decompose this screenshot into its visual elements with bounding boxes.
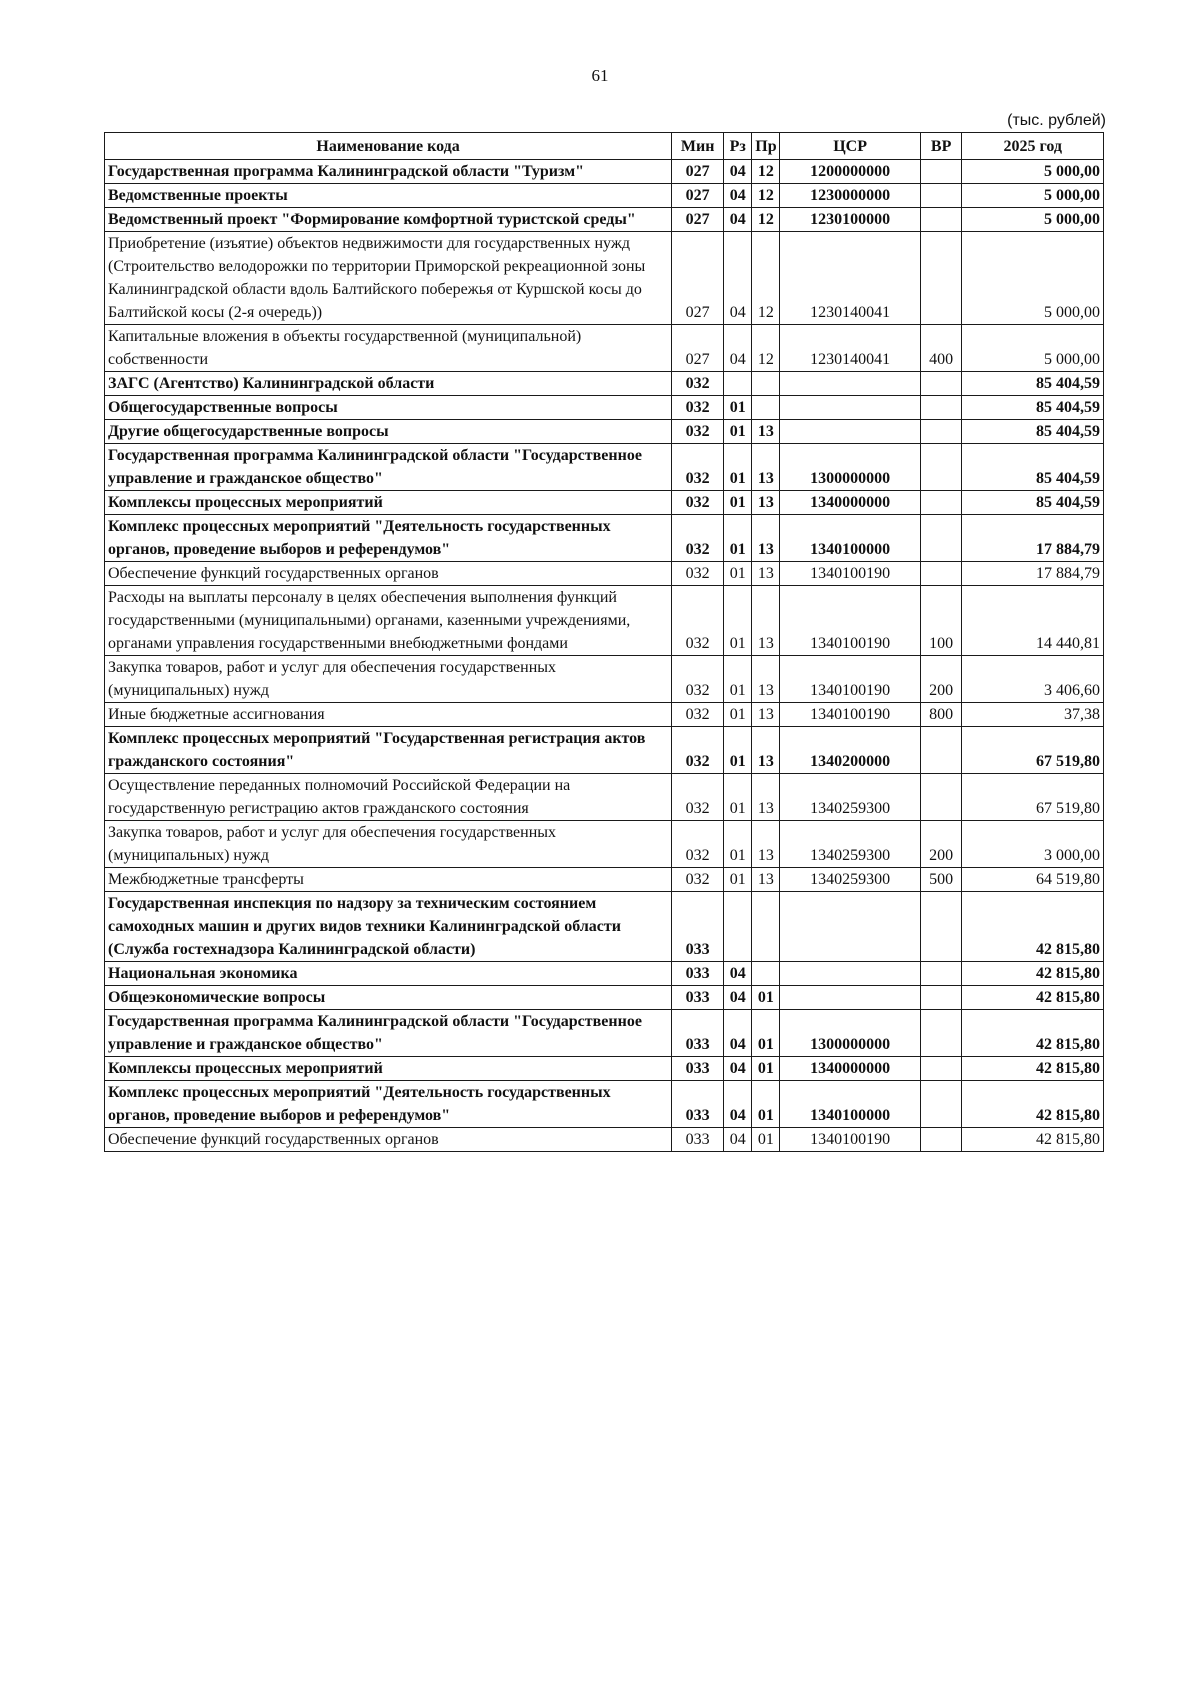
cell-rz: 04: [724, 232, 752, 325]
cell-min: 032: [672, 774, 724, 821]
cell-pr: 13: [752, 821, 780, 868]
cell-pr: 12: [752, 325, 780, 372]
cell-min: 032: [672, 868, 724, 892]
header-pr: Пр: [752, 133, 780, 160]
cell-min: 033: [672, 986, 724, 1010]
cell-min: 032: [672, 656, 724, 703]
cell-vr: [920, 420, 962, 444]
table-row: [105, 396, 1104, 420]
cell-min: 033: [672, 892, 724, 962]
cell-csr: [780, 420, 920, 444]
cell-pr: 13: [752, 420, 780, 444]
cell-pr: 13: [752, 444, 780, 491]
table-row: [105, 656, 1104, 703]
cell-amount: 14 440,81: [962, 586, 1104, 656]
cell-min: 033: [672, 1128, 724, 1152]
table-row: [105, 1128, 1104, 1152]
cell-name: ЗАГС (Агентство) Калининградской области: [105, 372, 672, 396]
cell-pr: 01: [752, 986, 780, 1010]
cell-name: Обеспечение функций государственных органов: [105, 1128, 672, 1152]
cell-rz: 01: [724, 656, 752, 703]
cell-amount: 17 884,79: [962, 562, 1104, 586]
page-number: 61: [591, 66, 609, 85]
cell-vr: [920, 986, 962, 1010]
cell-csr: [780, 396, 920, 420]
cell-csr: 1230140041: [780, 232, 920, 325]
cell-csr: 1340000000: [780, 1057, 920, 1081]
table-row: [105, 892, 1104, 962]
cell-amount: 67 519,80: [962, 727, 1104, 774]
cell-name: Иные бюджетные ассигнования: [105, 703, 672, 727]
cell-min: 033: [672, 962, 724, 986]
cell-pr: 12: [752, 232, 780, 325]
table-row: [105, 986, 1104, 1010]
cell-vr: 800: [920, 703, 962, 727]
cell-vr: [920, 491, 962, 515]
cell-name: Общегосударственные вопросы: [105, 396, 672, 420]
cell-pr: 13: [752, 868, 780, 892]
cell-pr: 01: [752, 1010, 780, 1057]
cell-name: Общеэкономические вопросы: [105, 986, 672, 1010]
cell-pr: [752, 372, 780, 396]
cell-pr: 13: [752, 491, 780, 515]
cell-name: Другие общегосударственные вопросы: [105, 420, 672, 444]
header-name: Наименование кода: [105, 133, 672, 160]
cell-csr: 1340100000: [780, 515, 920, 562]
cell-pr: 12: [752, 184, 780, 208]
cell-name: Обеспечение функций государственных органов: [105, 562, 672, 586]
cell-pr: [752, 962, 780, 986]
table-row: [105, 420, 1104, 444]
table-row: [105, 184, 1104, 208]
cell-amount: 42 815,80: [962, 1128, 1104, 1152]
cell-min: 032: [672, 396, 724, 420]
cell-vr: [920, 562, 962, 586]
cell-amount: 85 404,59: [962, 444, 1104, 491]
cell-vr: [920, 774, 962, 821]
cell-rz: 01: [724, 774, 752, 821]
cell-csr: 1230100000: [780, 208, 920, 232]
cell-rz: 04: [724, 1010, 752, 1057]
cell-amount: 5 000,00: [962, 208, 1104, 232]
table-row: [105, 774, 1104, 821]
cell-name: Государственная программа Калининградской области "Туризм": [105, 160, 672, 184]
cell-rz: 01: [724, 420, 752, 444]
cell-vr: [920, 396, 962, 420]
cell-name: Капитальные вложения в объекты государственной (муниципальной) собственности: [105, 325, 672, 372]
table-row: [105, 586, 1104, 656]
cell-name: Закупка товаров, работ и услуг для обеспечения государственных (муниципальных) нужд: [105, 821, 672, 868]
table-row: [105, 1081, 1104, 1128]
cell-min: 032: [672, 703, 724, 727]
cell-rz: 01: [724, 727, 752, 774]
cell-csr: 1230000000: [780, 184, 920, 208]
cell-rz: 04: [724, 1128, 752, 1152]
cell-rz: 01: [724, 562, 752, 586]
cell-pr: 13: [752, 586, 780, 656]
cell-csr: 1340259300: [780, 868, 920, 892]
cell-csr: 1340259300: [780, 821, 920, 868]
cell-min: 027: [672, 184, 724, 208]
cell-min: 032: [672, 515, 724, 562]
cell-amount: 42 815,80: [962, 1010, 1104, 1057]
cell-csr: 1340100190: [780, 656, 920, 703]
cell-rz: 04: [724, 962, 752, 986]
cell-min: 027: [672, 325, 724, 372]
table-row: [105, 1057, 1104, 1081]
cell-min: 032: [672, 727, 724, 774]
cell-name: Национальная экономика: [105, 962, 672, 986]
cell-rz: 01: [724, 868, 752, 892]
table-row: [105, 325, 1104, 372]
cell-amount: 5 000,00: [962, 184, 1104, 208]
cell-pr: 13: [752, 562, 780, 586]
table-row: [105, 515, 1104, 562]
cell-amount: 42 815,80: [962, 1057, 1104, 1081]
table-header-row: [105, 133, 1104, 160]
cell-name: Закупка товаров, работ и услуг для обеспечения государственных (муниципальных) нужд: [105, 656, 672, 703]
cell-name: Комплекс процессных мероприятий "Деятельность государственных органов, проведение выборов и референдумов": [105, 515, 672, 562]
cell-name: Комплексы процессных мероприятий: [105, 491, 672, 515]
cell-vr: [920, 1128, 962, 1152]
table-row: [105, 962, 1104, 986]
cell-csr: 1340259300: [780, 774, 920, 821]
cell-min: 033: [672, 1057, 724, 1081]
cell-csr: 1340000000: [780, 491, 920, 515]
header-min: Мин: [672, 133, 724, 160]
table-row: [105, 372, 1104, 396]
cell-csr: 1300000000: [780, 444, 920, 491]
cell-amount: 3 000,00: [962, 821, 1104, 868]
header-rz: Рз: [724, 133, 752, 160]
cell-pr: [752, 892, 780, 962]
cell-min: 027: [672, 160, 724, 184]
cell-csr: 1340200000: [780, 727, 920, 774]
cell-vr: [920, 444, 962, 491]
cell-amount: 67 519,80: [962, 774, 1104, 821]
cell-amount: 85 404,59: [962, 372, 1104, 396]
cell-pr: 13: [752, 515, 780, 562]
cell-min: 032: [672, 372, 724, 396]
table-row: [105, 821, 1104, 868]
cell-name: Государственная программа Калининградской области "Государственное управление и гражданское общество": [105, 444, 672, 491]
cell-amount: 17 884,79: [962, 515, 1104, 562]
cell-pr: 01: [752, 1081, 780, 1128]
cell-rz: [724, 892, 752, 962]
cell-vr: [920, 1010, 962, 1057]
cell-vr: [920, 962, 962, 986]
cell-pr: 13: [752, 727, 780, 774]
cell-amount: 64 519,80: [962, 868, 1104, 892]
cell-rz: 01: [724, 821, 752, 868]
table-row: [105, 491, 1104, 515]
table-row: [105, 232, 1104, 325]
cell-rz: 04: [724, 325, 752, 372]
cell-rz: 04: [724, 1081, 752, 1128]
cell-csr: 1200000000: [780, 160, 920, 184]
cell-min: 033: [672, 1081, 724, 1128]
cell-name: Комплекс процессных мероприятий "Деятельность государственных органов, проведение выборов и референдумов": [105, 1081, 672, 1128]
cell-min: 032: [672, 491, 724, 515]
cell-csr: 1340100000: [780, 1081, 920, 1128]
cell-pr: [752, 396, 780, 420]
cell-csr: 1340100190: [780, 562, 920, 586]
cell-pr: 12: [752, 208, 780, 232]
table-row: [105, 868, 1104, 892]
cell-csr: [780, 372, 920, 396]
cell-name: Государственная программа Калининградской области "Государственное управление и гражданское общество": [105, 1010, 672, 1057]
cell-rz: 01: [724, 491, 752, 515]
cell-rz: 04: [724, 1057, 752, 1081]
cell-min: 032: [672, 444, 724, 491]
cell-amount: 85 404,59: [962, 396, 1104, 420]
cell-csr: 1340100190: [780, 703, 920, 727]
cell-vr: [920, 232, 962, 325]
cell-amount: 42 815,80: [962, 962, 1104, 986]
cell-amount: 37,38: [962, 703, 1104, 727]
budget-table: [104, 132, 1104, 1152]
table-row: [105, 727, 1104, 774]
cell-name: Расходы на выплаты персоналу в целях обеспечения выполнения функций государственными (муниципальными) органами, казенными учреждениями, органами управления государственными внебюджетными фондами: [105, 586, 672, 656]
cell-pr: 01: [752, 1128, 780, 1152]
cell-csr: 1340100190: [780, 1128, 920, 1152]
table-row: [105, 208, 1104, 232]
cell-rz: [724, 372, 752, 396]
cell-name: Осуществление переданных полномочий Российской Федерации на государственную регистрацию актов гражданского состояния: [105, 774, 672, 821]
header-year: 2025 год: [962, 133, 1104, 160]
cell-min: 027: [672, 208, 724, 232]
cell-pr: 01: [752, 1057, 780, 1081]
cell-min: 032: [672, 586, 724, 656]
cell-amount: 85 404,59: [962, 491, 1104, 515]
cell-rz: 04: [724, 986, 752, 1010]
cell-amount: 42 815,80: [962, 892, 1104, 962]
cell-rz: 01: [724, 586, 752, 656]
cell-rz: 04: [724, 208, 752, 232]
cell-vr: [920, 1081, 962, 1128]
table-row: [105, 562, 1104, 586]
cell-csr: [780, 892, 920, 962]
table-row: [105, 160, 1104, 184]
cell-amount: 5 000,00: [962, 160, 1104, 184]
cell-csr: 1230140041: [780, 325, 920, 372]
cell-rz: 01: [724, 444, 752, 491]
cell-vr: [920, 1057, 962, 1081]
cell-min: 032: [672, 420, 724, 444]
cell-amount: 42 815,80: [962, 986, 1104, 1010]
table-row: [105, 703, 1104, 727]
cell-amount: 3 406,60: [962, 656, 1104, 703]
cell-rz: 01: [724, 515, 752, 562]
cell-min: 032: [672, 821, 724, 868]
cell-rz: 04: [724, 184, 752, 208]
cell-name: Приобретение (изъятие) объектов недвижимости для государственных нужд (Строительство велодорожки по территории Приморской рекреационной зоны Калининградской области вдоль Балтийского побережья от Куршской косы до Балтийской косы (2-я очередь)): [105, 232, 672, 325]
cell-pr: 13: [752, 656, 780, 703]
cell-vr: 200: [920, 821, 962, 868]
table-row: [105, 444, 1104, 491]
cell-vr: [920, 160, 962, 184]
cell-min: 032: [672, 562, 724, 586]
cell-name: Межбюджетные трансферты: [105, 868, 672, 892]
cell-name: Комплекс процессных мероприятий "Государственная регистрация актов гражданского состояния": [105, 727, 672, 774]
cell-rz: 01: [724, 703, 752, 727]
cell-name: Ведомственные проекты: [105, 184, 672, 208]
units-label: (тыс. рублей): [1007, 112, 1106, 129]
cell-vr: 500: [920, 868, 962, 892]
cell-csr: [780, 986, 920, 1010]
cell-csr: [780, 962, 920, 986]
cell-amount: 5 000,00: [962, 232, 1104, 325]
cell-name: Ведомственный проект "Формирование комфортной туристской среды": [105, 208, 672, 232]
cell-amount: 85 404,59: [962, 420, 1104, 444]
cell-name: Комплексы процессных мероприятий: [105, 1057, 672, 1081]
cell-vr: [920, 727, 962, 774]
cell-pr: 12: [752, 160, 780, 184]
cell-vr: 400: [920, 325, 962, 372]
cell-csr: 1300000000: [780, 1010, 920, 1057]
cell-min: 027: [672, 232, 724, 325]
cell-vr: [920, 515, 962, 562]
cell-vr: [920, 184, 962, 208]
cell-vr: 200: [920, 656, 962, 703]
cell-amount: 5 000,00: [962, 325, 1104, 372]
cell-rz: 01: [724, 396, 752, 420]
cell-pr: 13: [752, 703, 780, 727]
cell-amount: 42 815,80: [962, 1081, 1104, 1128]
cell-min: 033: [672, 1010, 724, 1057]
cell-vr: [920, 892, 962, 962]
cell-vr: [920, 372, 962, 396]
cell-vr: [920, 208, 962, 232]
cell-rz: 04: [724, 160, 752, 184]
cell-pr: 13: [752, 774, 780, 821]
cell-name: Государственная инспекция по надзору за техническим состоянием самоходных машин и других видов техники Калининградской области (Служба гостехнадзора Калининградской области): [105, 892, 672, 962]
table-row: [105, 1010, 1104, 1057]
cell-vr: 100: [920, 586, 962, 656]
header-csr: ЦСР: [780, 133, 920, 160]
header-vr: ВР: [920, 133, 962, 160]
cell-csr: 1340100190: [780, 586, 920, 656]
